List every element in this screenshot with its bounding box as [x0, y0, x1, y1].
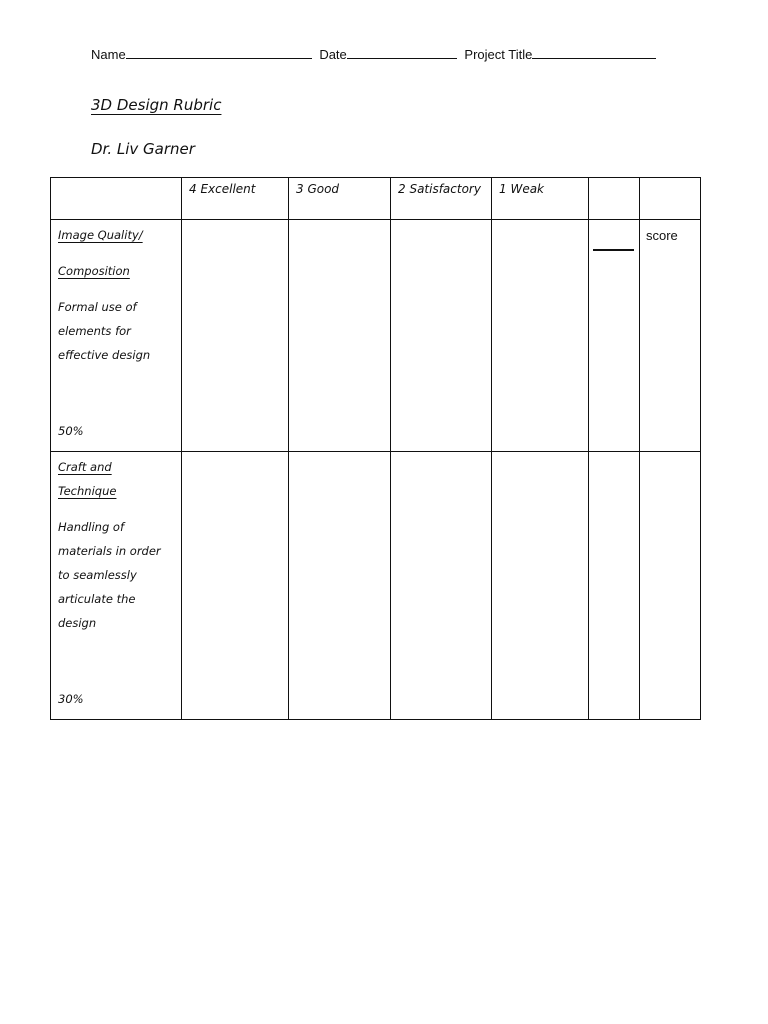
header-cell-score — [640, 178, 701, 220]
header-row — [51, 178, 701, 220]
criterion-title-line: Image Quality/ — [58, 228, 143, 242]
criterion-title-line: Composition — [58, 264, 130, 278]
author-name: Dr. Liv Garner — [91, 140, 195, 158]
project-title-label: Project Title — [464, 47, 533, 62]
criterion-description-line: elements for — [58, 324, 131, 338]
table-row — [51, 220, 701, 452]
criterion-cell — [51, 452, 182, 720]
column-header — [51, 178, 181, 182]
header-cell-weak — [492, 178, 589, 220]
criterion-description-line: effective design — [58, 348, 151, 362]
rating-cell-weak[interactable] — [492, 452, 589, 720]
criterion-cell — [51, 220, 182, 452]
criterion-weight: 30% — [58, 692, 84, 706]
criterion-title-line: Technique — [58, 484, 117, 498]
criterion-description-line: Handling of — [58, 520, 125, 534]
header-fields — [91, 46, 656, 62]
rating-cell-excellent[interactable] — [182, 220, 289, 452]
rating-cell-weak[interactable] — [492, 220, 589, 452]
criterion-description-line: materials in order — [58, 544, 161, 558]
header-cell-blank — [589, 178, 640, 220]
date-field[interactable] — [319, 46, 456, 62]
rubric-table — [50, 177, 701, 720]
criterion-title-line: Craft and — [58, 460, 112, 474]
score-entry-cell[interactable] — [589, 220, 640, 452]
criterion-description-line: to seamlessly — [58, 568, 137, 582]
score-label — [640, 452, 700, 460]
score-label-cell — [640, 220, 701, 452]
rating-cell-satisfactory[interactable] — [391, 220, 492, 452]
score-blank-line[interactable] — [593, 249, 634, 251]
project-title-field[interactable] — [464, 46, 656, 62]
score-label: score — [646, 228, 678, 243]
project-title-blank[interactable] — [532, 46, 656, 59]
name-label: Name — [91, 47, 126, 62]
column-header-weak: 1 Weak — [499, 182, 544, 196]
rubric-title: 3D Design Rubric — [91, 96, 222, 114]
name-blank[interactable] — [126, 46, 312, 59]
column-header — [589, 178, 639, 182]
score-entry-cell[interactable] — [589, 452, 640, 720]
column-header — [640, 178, 700, 182]
score-label-cell — [640, 452, 701, 720]
column-header-good: 3 Good — [296, 182, 340, 196]
header-cell-satisfactory — [391, 178, 492, 220]
header-cell-excellent — [182, 178, 289, 220]
criterion-description-line: Formal use of — [58, 300, 137, 314]
header-cell-criteria — [51, 178, 182, 220]
rating-cell-good[interactable] — [289, 452, 391, 720]
rating-cell-satisfactory[interactable] — [391, 452, 492, 720]
rating-cell-good[interactable] — [289, 220, 391, 452]
date-blank[interactable] — [347, 46, 457, 59]
column-header-satisfactory: 2 Satisfactory — [398, 182, 481, 196]
header-cell-good — [289, 178, 391, 220]
date-label: Date — [319, 47, 347, 62]
criterion-description-line: articulate the — [58, 592, 136, 606]
column-header-excellent: 4 Excellent — [189, 182, 256, 196]
table-row — [51, 452, 701, 720]
criterion-weight: 50% — [58, 424, 84, 438]
rating-cell-excellent[interactable] — [182, 452, 289, 720]
criterion-description-line: design — [58, 616, 97, 630]
name-field[interactable] — [91, 46, 312, 62]
